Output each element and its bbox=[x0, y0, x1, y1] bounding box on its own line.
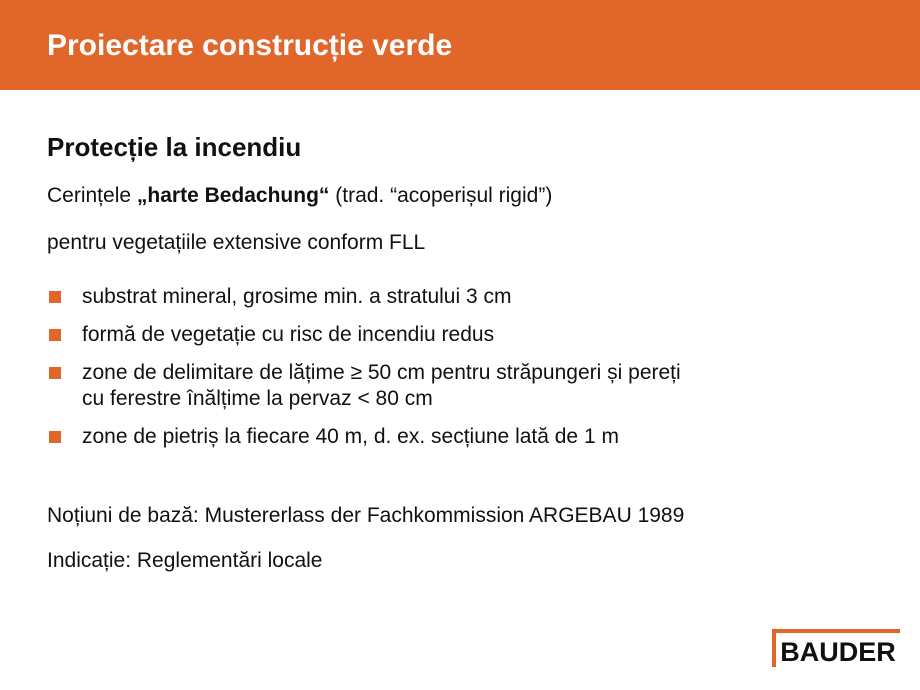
bullet-item bbox=[47, 424, 867, 450]
intro-bold-term: „harte Bedachung“ bbox=[136, 184, 330, 207]
bullet-item bbox=[47, 322, 867, 348]
bullet-text: zone de delimitare de lățime ≥ 50 cm pentru străpungeri și pereți bbox=[82, 361, 681, 384]
bauder-logo bbox=[772, 629, 900, 667]
bullet-text-continuation: cu ferestre înălțime la pervaz < 80 cm bbox=[82, 387, 433, 410]
logo-left-bar bbox=[772, 629, 776, 667]
logo-text: BAUDER bbox=[780, 637, 896, 667]
note-basis: Noțiuni de bază: Mustererlass der Fachkommission ARGEBAU 1989 bbox=[47, 504, 685, 527]
square-bullet-icon bbox=[49, 367, 61, 379]
title-bar bbox=[0, 0, 920, 90]
intro-line bbox=[47, 182, 552, 210]
bullet-list bbox=[47, 284, 867, 462]
bullet-text: formă de vegetație cu risc de incendiu redus bbox=[82, 323, 495, 346]
bullet-text: substrat mineral, grosime min. a stratului 3 cm bbox=[82, 285, 512, 308]
bullet-item bbox=[47, 360, 867, 412]
section-heading: Protecție la incendiu bbox=[47, 132, 302, 162]
slide-title: Proiectare construcție verde bbox=[47, 29, 453, 62]
logo-top-bar bbox=[772, 629, 900, 633]
note-indication: Indicație: Reglementări locale bbox=[47, 549, 323, 572]
bullet-item bbox=[47, 284, 867, 310]
intro-prefix: Cerințele bbox=[47, 184, 137, 207]
bullet-text: zone de pietriș la fiecare 40 m, d. ex. secțiune lată de 1 m bbox=[82, 425, 619, 448]
square-bullet-icon bbox=[49, 431, 61, 443]
intro-line-2: pentru vegetațiile extensive conform FLL bbox=[47, 231, 426, 254]
square-bullet-icon bbox=[49, 329, 61, 341]
square-bullet-icon bbox=[49, 291, 61, 303]
intro-suffix: (trad. “acoperișul rigid”) bbox=[329, 184, 553, 207]
